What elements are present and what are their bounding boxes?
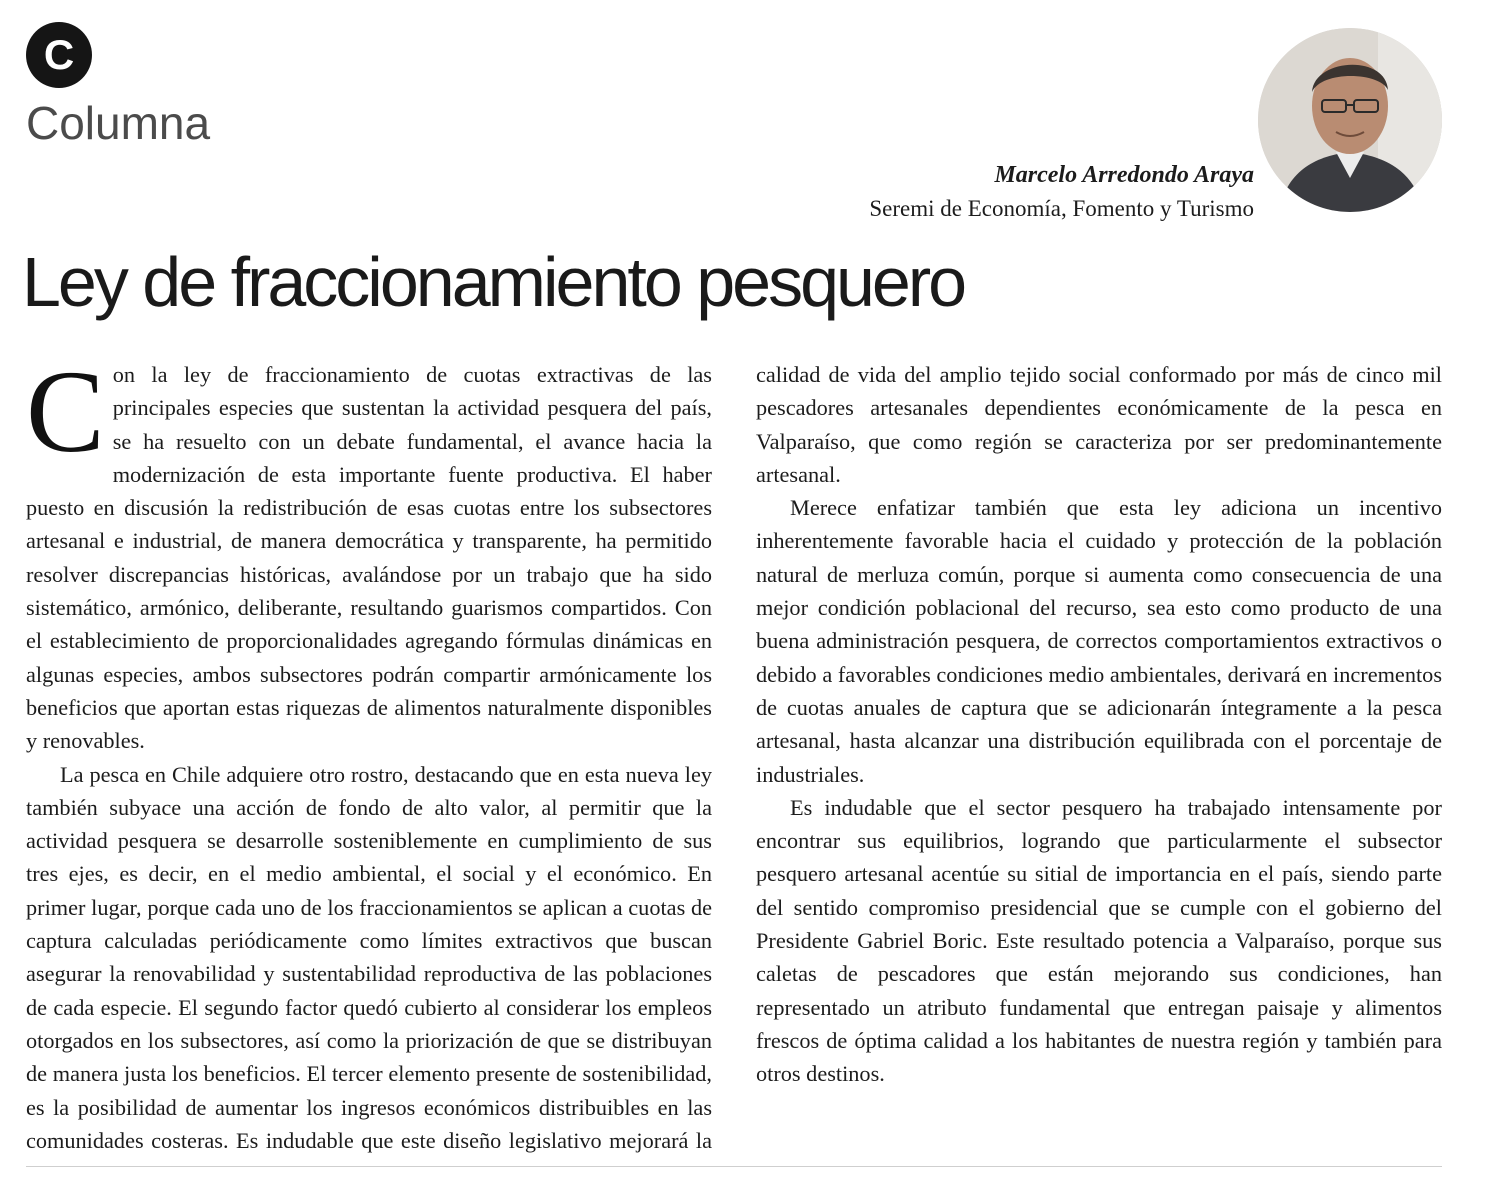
bottom-divider bbox=[26, 1166, 1442, 1167]
author-photo bbox=[1258, 28, 1442, 212]
article-body bbox=[26, 346, 1442, 1158]
section-badge-letter: C bbox=[43, 31, 75, 78]
article-paragraph: Merece enfatizar también que esta ley adiciona un incentivo inherentemente favorable hacia el cuidado y protección de la población natural de merluza común, porque si aumenta como consecuencia de una mejor condición poblacional del recurso, sea esto como producto de una buena administración pesquera, de correctos comportamientos extractivos o debido a favorables condiciones medio ambientales, derivará en incrementos de cuotas anuales de captura que se adicionarán íntegramente a la pesca artesanal, hasta alcanzar una distribución equilibrada con el porcentaje de industriales. bbox=[756, 495, 1442, 787]
drop-cap: C bbox=[26, 346, 105, 477]
section-label: Columna bbox=[26, 97, 211, 149]
author-name: Marcelo Arredondo Araya bbox=[994, 162, 1254, 188]
author-role: Seremi de Economía, Fomento y Turismo bbox=[869, 196, 1254, 221]
article-paragraph: Es indudable que el sector pesquero ha trabajado intensamente por encontrar sus equilibrios, logrando que particularmente el subsector pesquero artesanal acentúe su sitial de importancia en el país, siendo parte del sentido compromiso presidencial que se cumple con el gobierno del Presidente Gabriel Boric. Este resultado potencia a Valparaíso, porque sus caletas de pescadores que están mejorando sus condiciones, han representado un atributo fundamental que entregan paisaje y alimentos frescos de óptima calidad a los habitantes de nuestra región y también para otros destinos. bbox=[756, 794, 1442, 1087]
author-portrait-icon bbox=[1258, 28, 1442, 212]
article-paragraph: La pesca en Chile adquiere otro rostro, destacando que en esta nueva ley también subyace una acción de fondo de alto valor, al permitir que la actividad pesquera se desarrolle sosteniblemente en cumplimiento de sus tres ejes, es decir, en el medio ambiental, el social y el económico. En primer lugar, porque cada uno de los fraccionamientos se aplican a cuotas de captura calculadas periódicamente como límites extractivos que buscan asegurar la renovabilidad y sustentabilidad reproductiva de las poblaciones de cada especie. El segundo factor quedó cubierto al considerar los empleos otorgados en los subsectores, así como la priorización de que se distribuyan de manera justa los beneficios. El tercer elemento presente de sostenibilidad, es la posibilidad de aumentar los ingresos económicos distribuibles en las comunidades costeras. Es indudable que este diseño legislativo mejorará la calidad de vida del amplio tejido social conformado por más de cinco mil pescadores artesanales dependientes económicamente de la pesca en Valparaíso, que como región se caracteriza por ser predominantemente artesanal. bbox=[26, 362, 1442, 1153]
byline bbox=[869, 158, 1254, 226]
article-headline: Ley de fraccionamiento pesquero bbox=[22, 243, 965, 321]
article-paragraph bbox=[26, 346, 712, 758]
paragraph-1-text: on la ley de fraccionamiento de cuotas extractivas de las principales especies que sustentan la actividad pesquera del país, se ha resuelto con un debate fundamental, el avance hacia la modernización de esta importante fuente productiva. El haber puesto en discusión la redistribución de esas cuotas entre los subsectores artesanal e industrial, de manera democrática y transparente, ha permitido resolver discrepancias históricas, avalándose por un trabajo que ha sido sistemático, armónico, deliberante, resultando guarismos compartidos. Con el establecimiento de proporcionalidades agregando fórmulas dinámicas en algunas especies, ambos subsectores podrán compartir armónicamente los beneficios que aportan estas riquezas de alimentos naturalmente disponibles y renovables. bbox=[26, 362, 712, 754]
section-badge bbox=[26, 22, 92, 88]
